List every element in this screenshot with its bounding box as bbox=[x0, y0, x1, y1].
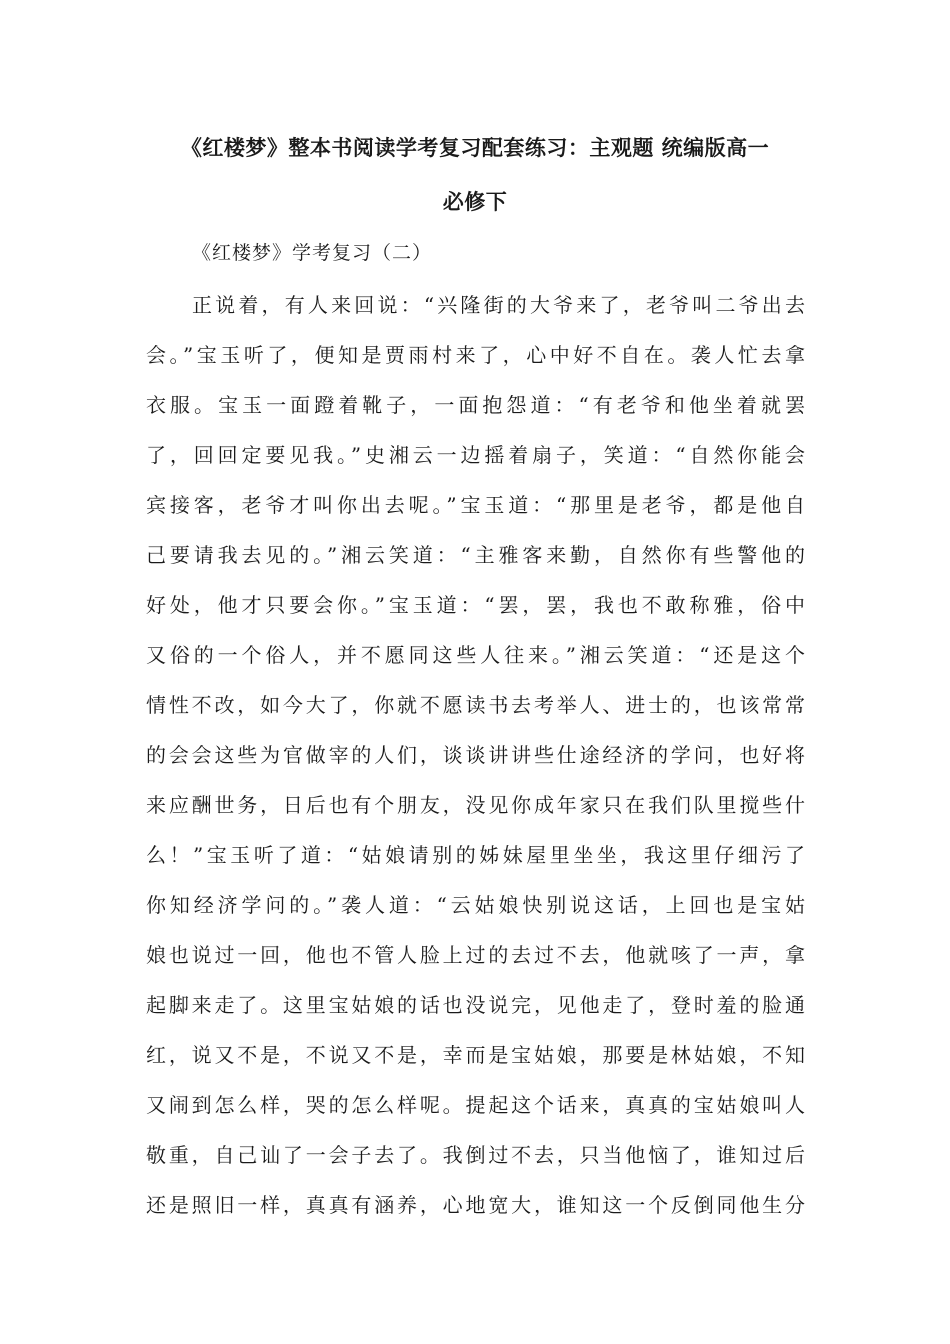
passage-line: 敬重，自己讪了一会子去了。我倒过不去，只当他恼了，谁知过后 bbox=[146, 1143, 806, 1167]
passage-line: 又闹到怎么样，哭的怎么样呢。提起这个话来，真真的宝姑娘叫人 bbox=[146, 1093, 806, 1117]
passage-line: 正说着，有人来回说：“兴隆街的大爷来了，老爷叫二爷出去 bbox=[192, 293, 806, 317]
passage-line: 好处，他才只要会你。”宝玉道：“罢，罢，我也不敢称雅，俗中 bbox=[146, 593, 806, 617]
passage-line: 红，说又不是，不说又不是，幸而是宝姑娘，那要是林姑娘，不知 bbox=[146, 1043, 806, 1067]
section-subtitle: 《红楼梦》学考复习（二） bbox=[192, 242, 433, 264]
passage-line: 己要请我去见的。”湘云笑道：“主雅客来勤，自然你有些警他的 bbox=[146, 543, 806, 567]
passage-line: 衣服。宝玉一面蹬着靴子，一面抱怨道：“有老爷和他坐着就罢 bbox=[146, 393, 806, 417]
passage-line: 的会会这些为官做宰的人们，谈谈讲讲些仕途经济的学问，也好将 bbox=[146, 743, 806, 767]
passage-line: 你知经济学问的。”袭人道：“云姑娘快别说这话，上回也是宝姑 bbox=[146, 893, 806, 917]
passage-line: 宾接客，老爷才叫你出去呢。”宝玉道：“那里是老爷，都是他自 bbox=[146, 493, 806, 517]
passage-line: 还是照旧一样，真真有涵养，心地宽大，谁知这一个反倒同他生分 bbox=[146, 1193, 806, 1217]
passage-line: 起脚来走了。这里宝姑娘的话也没说完，见他走了，登时羞的脸通 bbox=[146, 993, 806, 1017]
passage-line: 么！”宝玉听了道：“姑娘请别的姊妹屋里坐坐，我这里仔细污了 bbox=[146, 843, 806, 867]
passage-body bbox=[146, 280, 806, 1230]
passage-line: 情性不改，如今大了，你就不愿读书去考举人、进士的，也该常常 bbox=[146, 693, 806, 717]
passage-line: 又俗的一个俗人，并不愿同这些人往来。”湘云笑道：“还是这个 bbox=[146, 643, 806, 667]
document-title-line-1: 《红楼梦》整本书阅读学考复习配套练习：主观题 统编版高一 bbox=[180, 136, 770, 160]
passage-line: 娘也说过一回，他也不管人脸上过的去过不去，他就咳了一声，拿 bbox=[146, 943, 806, 967]
passage-line: 来应酬世务，日后也有个朋友，没见你成年家只在我们队里搅些什 bbox=[146, 793, 806, 817]
passage-line: 了，回回定要见我。”史湘云一边摇着扇子，笑道：“自然你能会 bbox=[146, 443, 806, 467]
passage-line: 会。”宝玉听了，便知是贾雨村来了，心中好不自在。袭人忙去拿 bbox=[146, 343, 806, 367]
document-title-line-2: 必修下 bbox=[442, 190, 508, 214]
